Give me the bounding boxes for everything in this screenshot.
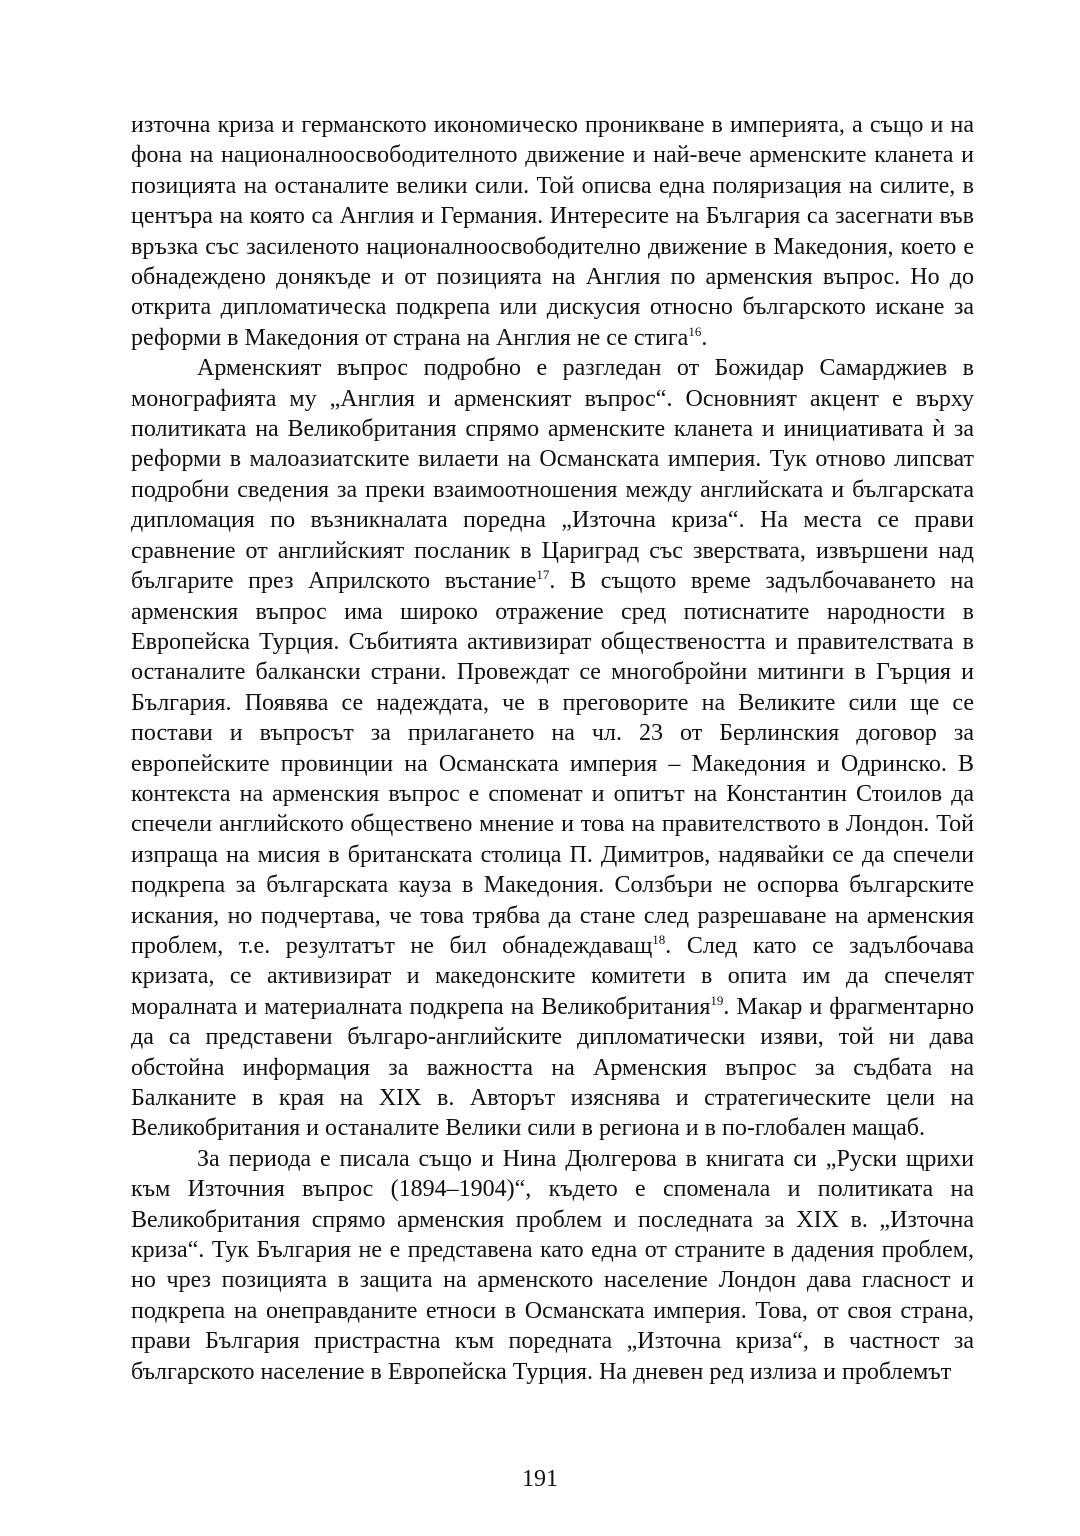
paragraph-2-text-1: Арменският въпрос подробно е разгледан от Божидар Самарджиев в монографията му „Англия и арменският въпрос“. Основният акцент е върху политиката на Великобритания спрямо арменските кланета и инициативата ѝ за реформи в малоазиатските вилаети на Османската империя. Тук отново липсват подробни сведения за преки взаимоотношения между английската и българската дипломация по възникналата поредна „Източна криза“. На места се прави сравнение от английският посланик в Цариград със зверствата, извършени над българите през Априлското въстание bbox=[131, 355, 974, 595]
paragraph-2-text-4: . Макар и фрагментарно да са представени българо-английските дипломатически изяви, той ни дава обстойна информация за важността на Арменския въпрос за съдбата на Балканите в края на XIX в. Авторът изяснява и стратегическите цели на Великобритания и останалите Велики сили в региона и в по-глобален мащаб. bbox=[131, 993, 974, 1142]
paragraph-2-text-3: . След като се задълбочава кризата, се активизират и македонските комитети в опита им да спечелят моралната и материалната подкрепа на Великобритания bbox=[131, 932, 974, 1020]
paragraph-3 bbox=[131, 1144, 974, 1387]
paragraph-1 bbox=[131, 110, 974, 353]
footnote-ref-19: 19 bbox=[710, 992, 724, 1008]
paragraph-2-text-2: . В същото време задълбочаването на арменския въпрос има широко отражение сред потиснатите народности в Европейска Турция. Събитията активизират обществеността и правителствата в останалите балкански страни. Провеждат се многобройни митинги в Гърция и България. Появява се надеждата, че в преговорите на Великите сили ще се постави и въпросът за прилагането на чл. 23 от Берлинския договор за европейските провинции на Османската империя – Македония и Одринско. В контекста на арменския въпрос е споменат и опитът на Константин Стоилов да спечели английското обществено мнение и това на правителството в Лондон. Той изпраща на мисия в британската столица П. Димитров, надявайки се да спечели подкрепа за българската кауза в Македония. Солзбъри не оспорва българските искания, но подчертава, че това трябва да стане след разрешаване на арменския проблем, т.е. резултатът не бил обнадеждаващ bbox=[131, 568, 974, 959]
paragraph-1-text-2: . bbox=[701, 324, 708, 351]
footnote-ref-17: 17 bbox=[536, 567, 550, 583]
paragraph-1-text-1: източна криза и германското икономическо проникване в империята, а също и на фона на националноосвободителното движение и най-вече арменските кланета и позицията на останалите велики сили. Той описва една поляризация на силите, в центъра на която са Англия и Германия. Интересите на България са засегнати във връзка със засиленото националноосвободително движение в Македония, което е обнадеждено донякъде и от позицията на Англия по арменския въпрос. Но до открита дипломатическа подкрепа или дискусия относно българското искане за реформи в Македония от страна на Англия не се стига bbox=[131, 112, 974, 351]
footnote-ref-16: 16 bbox=[688, 323, 702, 339]
footnote-ref-18: 18 bbox=[652, 931, 666, 947]
paragraph-2 bbox=[131, 353, 974, 1144]
paragraph-3-text-1: За периода е писала също и Нина Дюлгерова в книгата си „Руски щрихи към Източния въпрос (1894–1904)“, където е споменала и политиката на Великобритания спрямо арменския проблем и последната за XIX в. „Източна криза“. Тук България не е представена като една от страните в дадения проблем, но чрез позицията в защита на арменското население Лондон дава гласност и подкрепа на онеправданите етноси в Османската империя. Това, от своя страна, прави България пристрастна към поредната „Източна криза“, в частност за българското население в Европейска Турция. На дневен ред излиза и проблемът bbox=[131, 1145, 974, 1385]
page-body bbox=[131, 110, 974, 1387]
page-number: 191 bbox=[522, 1466, 558, 1492]
